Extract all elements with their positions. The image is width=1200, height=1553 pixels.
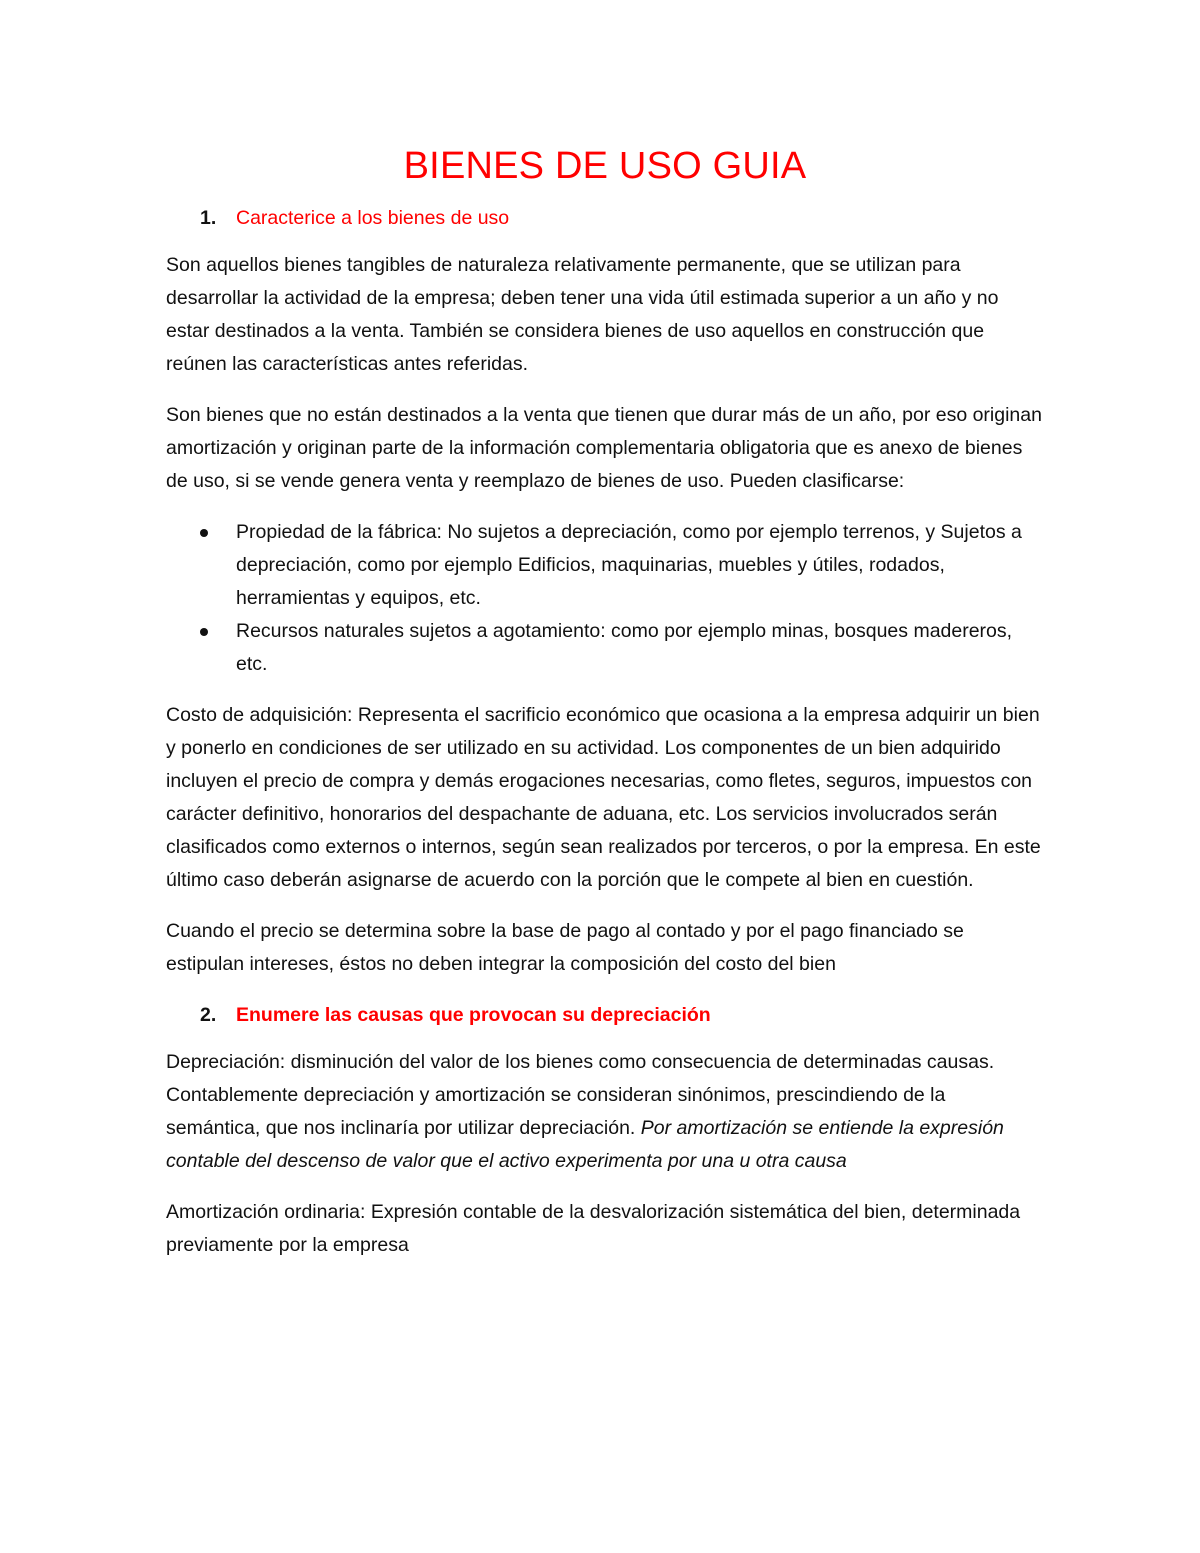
section-1-paragraph-1: Son aquellos bienes tangibles de naturaleza relativamente permanente, que se utilizan para desarrollar la actividad de la empresa; deben tener una vida útil estimada superior a un año y no estar destinados a la venta. También se considera bienes de uso aquellos en construcción que reúnen las características antes referidas.	[166, 254, 999, 375]
section-1-paragraph-4: Cuando el precio se determina sobre la base de pago al contado y por el pago financiado se estipulan intereses, éstos no deben integrar la composición del costo del bien	[166, 920, 964, 975]
section-1-question: Caracterice a los bienes de uso	[236, 207, 510, 229]
classification-list	[166, 516, 1044, 681]
section-2-paragraph-1-italic: Por amortización se entiende la expresión contable del descenso de valor que el activo experimenta por una u otra causa	[166, 1117, 1004, 1172]
list-item	[166, 615, 1044, 681]
section-1-paragraph-2: Son bienes que no están destinados a la venta que tienen que durar más de un año, por eso originan amortización y originan parte de la información complementaria obligatoria que es anexo de bienes de uso, si se vende genera venta y reemplazo de bienes de uso. Pueden clasificarse:	[166, 404, 1042, 492]
section-2-paragraph-1-text: Depreciación: disminución del valor de los bienes como consecuencia de determinadas causas. Contablemente depreciación y amortización se consideran sinónimos, prescindiendo de la semántica, que nos inclinaría por utilizar depreciación.	[166, 1051, 995, 1139]
list-item-text: Recursos naturales sujetos a agotamiento: como por ejemplo minas, bosques madereros, etc.	[236, 620, 1013, 675]
bullet-icon	[200, 628, 208, 636]
section-2-question: Enumere las causas que provocan su depreciación	[236, 1004, 711, 1026]
list-item-text: Propiedad de la fábrica: No sujetos a depreciación, como por ejemplo terrenos, y Sujetos a depreciación, como por ejemplo Edificios, maquinarias, muebles y útiles, rodados, herramientas y equipos, etc.	[236, 521, 1022, 609]
section-1-number: 1.	[200, 207, 217, 229]
list-item	[166, 516, 1044, 615]
document-body	[166, 140, 1044, 1280]
section-2-paragraph-1	[166, 1046, 1044, 1178]
section-1-paragraph-3: Costo de adquisición: Representa el sacrificio económico que ocasiona a la empresa adquirir un bien y ponerlo en condiciones de ser utilizado en su actividad. Los componentes de un bien adquirido incluyen el precio de compra y demás erogaciones necesarias, como fletes, seguros, impuestos con carácter definitivo, honorarios del despachante de aduana, etc. Los servicios involucrados serán clasificados como externos o internos, según sean realizados por terceros, o por la empresa. En este último caso deberán asignarse de acuerdo con la porción que le compete al bien en cuestión.	[166, 704, 1041, 891]
section-2-paragraph-2: Amortización ordinaria: Expresión contable de la desvalorización sistemática del bien, determinada previamente por la empresa	[166, 1201, 1021, 1256]
bullet-icon	[200, 529, 208, 537]
document-title: BIENES DE USO GUIA	[403, 145, 807, 187]
section-2-heading	[166, 999, 1044, 1032]
section-2-number: 2.	[200, 1004, 217, 1026]
section-1-heading	[166, 202, 1044, 235]
